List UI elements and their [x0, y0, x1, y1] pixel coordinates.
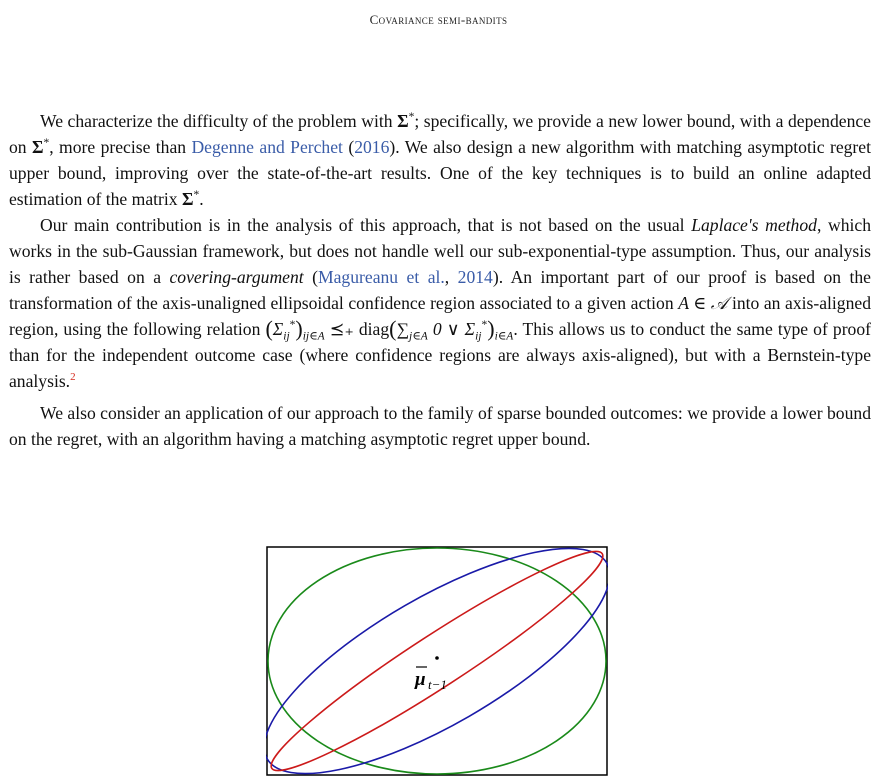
axis-aligned-ellipse [268, 548, 606, 774]
confidence-region-figure [266, 546, 608, 781]
center-point [435, 656, 439, 660]
svg-text:μ: μ [415, 669, 426, 690]
citation-degenne-perchet[interactable]: Degenne and Perchet [191, 137, 343, 157]
svg-text:t−1: t−1 [428, 677, 447, 692]
running-header [0, 0, 877, 40]
center-label [414, 667, 447, 692]
math-relation: $(\Sigma_{ij}^*)_{ij\in A}$ ⪯₊ $diag(\sum_{j\in A}$ 0 ∨ $\Sigma_{ij}^*)_{i\in A}$ [265, 316, 514, 343]
citation-magureanu[interactable]: Magureanu et al. [317, 267, 445, 287]
body-text [9, 108, 871, 452]
paragraph-3: We also consider an application of our approach to the family of sparse bounded outcomes: we provide a lower bound on the regret, with an algorithm having a matching asymptotic regret upper bound. [9, 403, 871, 449]
ellipse-diagram [266, 546, 608, 776]
citation-year-2016[interactable]: 2016 [354, 137, 390, 157]
footnote-marker[interactable]: 2 [70, 371, 76, 384]
citation-year-2014[interactable]: 2014 [457, 267, 493, 287]
running-title: Covariance semi-bandits [369, 12, 508, 27]
paragraph-2: Our main contribution is in the analysis of this approach, that is not based on the usual Laplace's method, which works in the sub-Gaussian framework, but does not handle well our sub-exponential-type assumption. Thus, our analysis is rather based on a covering-argument (Magureanu et al., 2014). An important part of our proof is based on the transformation of the axis-unaligned ellipsoidal confidence region associated to a given action A ∈ 𝒜 into an axis-aligned region, using the following relation $(\Sigma_{ij}^*)_{ij\in A}$ ⪯₊ $diag(\sum_{j\in A}$ 0 ∨ $\Sigma_{ij}^*)_{i\in A}$. This allows us to conduct the same type of proof than for the independent outcome case (where confidence regions are always axis-aligned), but with a Bernstein-type analysis.$^2$ [9, 215, 872, 391]
paragraph-1: We characterize the difficulty of the problem with Σ*; specifically, we provide a new lower bound, with a dependence on Σ*, more precise than Degenne and Perchet (2016). We also design a new algorithm with matching asymptotic regret upper bound, improving over the state-of-the-art results. One of the key techniques is to build an online adapted estimation of the matrix Σ*. [9, 111, 871, 209]
math-action: A ∈ 𝒜 [678, 293, 728, 313]
